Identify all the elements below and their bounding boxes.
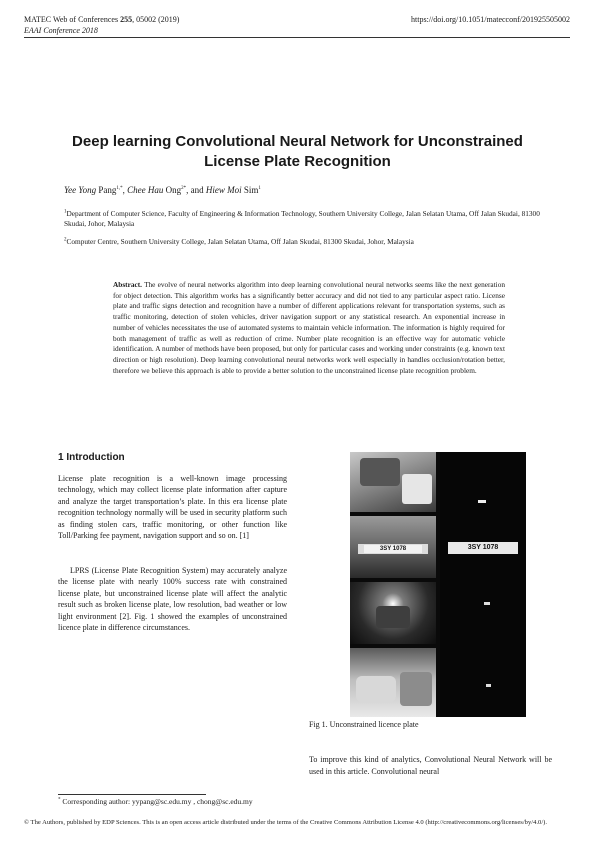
photo-street-cars (350, 648, 436, 717)
header-rule (24, 37, 570, 38)
detected-plate: 3SY 1078 (448, 542, 518, 554)
figure-caption: Fig 1. Unconstrained licence plate (309, 720, 419, 729)
abstract: Abstract. The evolve of neural networks algorithm into deep learning convolutional neural networks seems like the next generation for object detection. This algorithm works has a significantly better accuracy and did not tied to any particular aspect ratio. License plate and traffic signs detection and recognition have a number of different applications relevant for transportation systems, such as traffic monitoring, detection of stolen vehicles, driver navigation support or any statistical research. An exponential increase in number of vehicles necessitates the use of automated systems to maintain vehicle information. The information is highly required for both management of traffic as well as reduction of crime. Number plate recognition is an effective way for automatic vehicle identification. A number of methods have been proposed, but only for particular cases and working under constraints (e.g. known text direction or high resolution). Deep learning convolutional neural networks work well especially in handles occlusion/rotation better, therefore we believe this approach is able to provide a better solution to the unconstrained license plate recognition problem. (113, 280, 505, 375)
abstract-label: Abstract. (113, 280, 142, 289)
conference-name: EAAI Conference 2018 (24, 26, 98, 35)
journal-volume: 255 (120, 15, 133, 24)
intro-paragraph-2: LPRS (License Plate Recognition System) may accurately analyze the license plate with nearly 100% success rate with constrained license plate, but unconstrained license plate will affect the analytic result such as broken license plate, low resolution, bad weather or low light environment [2]. Fig. 1 showed the examples of unconstrained licence plate in difference circumstances. (58, 566, 287, 633)
photo-night-car (350, 582, 436, 644)
photo-parking-lot (350, 452, 436, 512)
right-paragraph: To improve this kind of analytics, Convolutional Neural Network will be used in this article. Convolutional neural (309, 755, 552, 776)
plate-text: 3SY 1078 (364, 545, 422, 553)
figure-1 (350, 452, 526, 717)
photo-car-rear (350, 516, 436, 578)
license-notice: © The Authors, published by EDP Sciences. This is an open access article distributed under the terms of the Creative Commons Attribution License 4.0 (http://creativecommons.org/licenses/by/4.0/). (24, 819, 548, 826)
author-list: Yee Yong Pang$^{1,*}$, Chee Hau Ong$^{2*}$, and Hiew Moi Sim$^1$ (64, 185, 261, 195)
corresponding-author-footnote: * Corresponding author: yypang@sc.edu.my , chong@sc.edu.my (58, 797, 253, 806)
paper-title: Deep learning Convolutional Neural Network for Unconstrained License Plate Recognition (72, 133, 523, 170)
intro-paragraph-1: License plate recognition is a well-known image processing technology, which may collect license plate information after capture and analyze the target transportation’s plate. In this era license plate recognition technology normally will be used in security platform such as finding stolen cars, traffic monitoring, or other function like Toll/Parking fee payment, navigation support and so on. [1] (58, 474, 287, 541)
affiliation-2: $^2$Computer Centre, Southern University College, Jalan Selatan Utama, Off Jalan Skudai, 81300 Skudai, Johor, Malaysia (64, 237, 414, 246)
journal-header: MATEC Web of Conferences 255, 05002 (2019) (24, 15, 180, 24)
detection-panel (440, 452, 526, 717)
footnote-rule (58, 794, 206, 795)
affiliation-1: $^1$Department of Computer Science, Faculty of Engineering & Information Technology, Southern University College, Jalan Selatan Utama, Off Jalan Skudai, 81300 Skudai, Johor, Malaysia (64, 209, 540, 228)
section-heading: 1 Introduction (58, 452, 125, 463)
doi-link[interactable]: https://doi.org/10.1051/matecconf/201925505002 (411, 15, 570, 24)
